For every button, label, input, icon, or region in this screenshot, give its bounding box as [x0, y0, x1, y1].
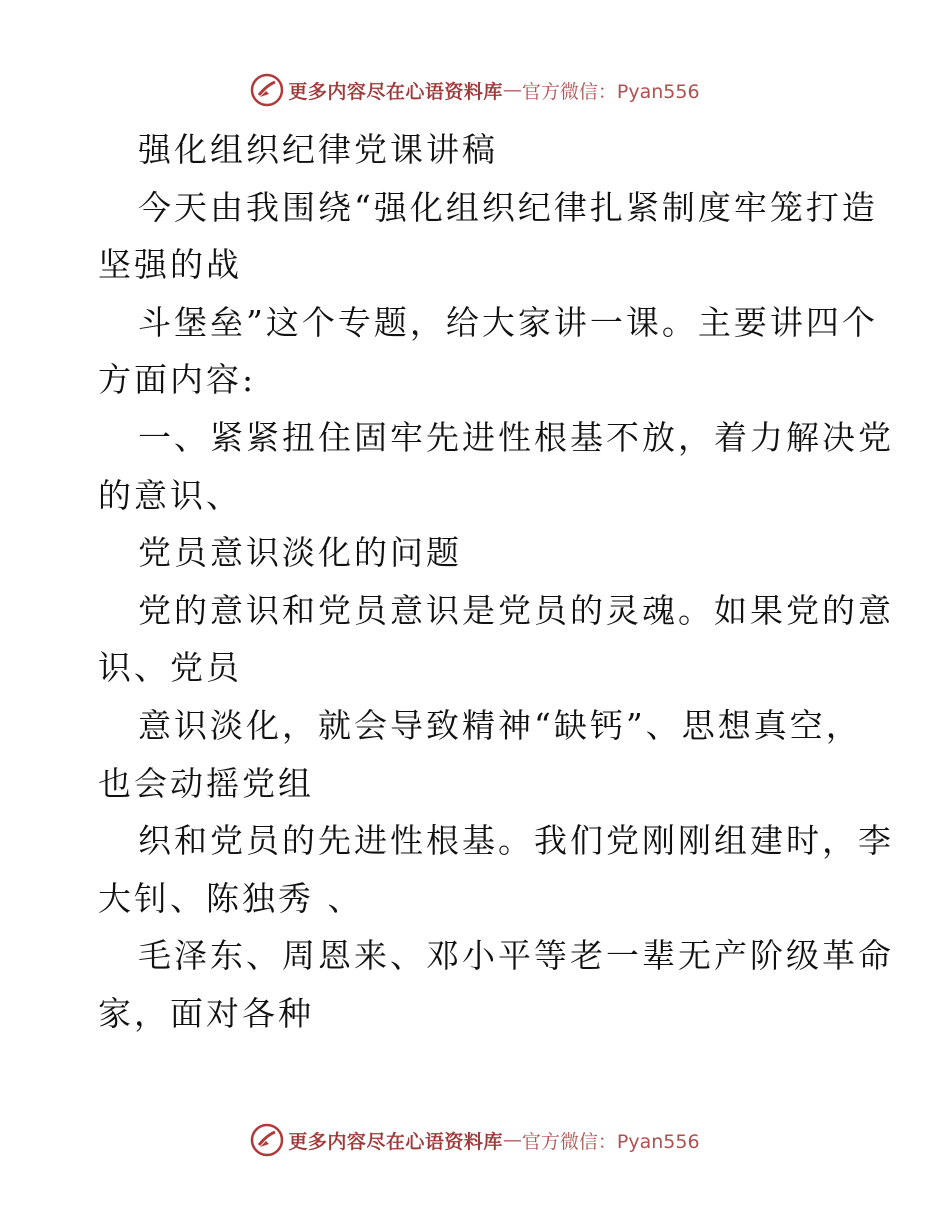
text-line: 一、紧紧扭住固牢先进性根基不放，着力解决党	[138, 417, 894, 457]
text-line: 的意识、	[98, 475, 242, 515]
header-banner	[0, 68, 950, 112]
pen-logo-icon	[250, 73, 284, 107]
text-line: 强化组织纪律党课讲稿	[138, 130, 498, 169]
banner-wechat-text: 官方微信：Pyan556	[521, 1130, 700, 1153]
footer-banner	[0, 1118, 950, 1162]
text-line: 织和党员的先进性根基。我们党刚刚组建时，李	[138, 821, 894, 861]
text-line: 也会动摇党组	[98, 763, 314, 803]
text-line: 识、党员	[98, 648, 242, 688]
pen-logo-icon	[250, 1123, 284, 1157]
text-line: 毛泽东、周恩来、邓小平等老一辈无产阶级革命	[138, 936, 894, 976]
banner-wechat-text: 官方微信：Pyan556	[521, 80, 700, 103]
banner-main-text: 更多内容尽在心语资料库	[288, 1130, 503, 1153]
text-line: 意识淡化，就会导致精神“缺钙”、思想真空，	[138, 705, 862, 745]
text-line: 党的意识和党员意识是党员的灵魂。如果党的意	[138, 590, 894, 630]
document-body	[98, 121, 894, 1043]
text-line: 家，面对各种	[98, 993, 314, 1033]
banner-separator: —	[502, 1129, 522, 1151]
text-line: 斗堡垒”这个专题，给大家讲一课。主要讲四个	[138, 302, 878, 342]
text-line: 党员意识淡化的问题	[138, 533, 462, 573]
banner-separator: —	[502, 79, 522, 101]
text-line: 坚强的战	[98, 245, 242, 285]
banner-main-text: 更多内容尽在心语资料库	[288, 80, 503, 103]
text-line: 大钊、陈独秀 、	[98, 878, 364, 918]
text-line: 今天由我围绕“强化组织纪律扎紧制度牢笼打造	[138, 187, 878, 227]
text-line: 方面内容:	[98, 360, 257, 400]
